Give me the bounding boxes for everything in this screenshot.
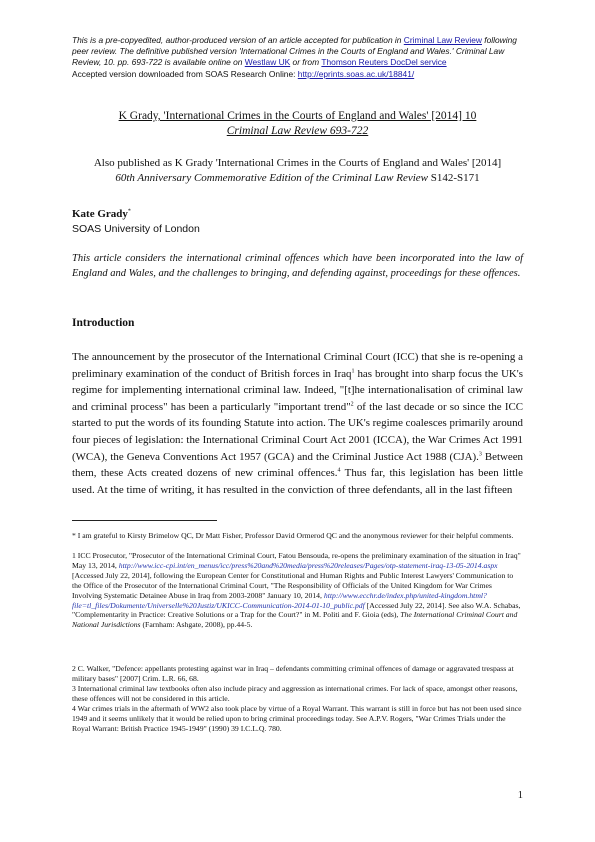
- footnote-ref: 4: [337, 467, 341, 474]
- page-number: 1: [517, 790, 523, 801]
- icc-press-link[interactable]: http://www.icc-cpi.int/en_menus/icc/press%20and%20media/press%20releases/Pages/otp-statement-iraq-13-05-2014.aspx: [118, 560, 498, 570]
- notice-text: This is a pre-copyedited, author-produced version of an article accepted for publication in: [72, 35, 404, 45]
- ecchr-link[interactable]: http://www.ecchr.de/index.php/united-kingdom.html?file=tl_files/Dokumente/Universelle%20Justiz/UKICC-Communication-2014-01-10_public.pdf: [72, 590, 487, 610]
- notice-text: , 10. pp. 693-722 is available online on: [99, 57, 245, 68]
- notice-journal: Criminal Law Review: [72, 46, 505, 68]
- footnote-2: 2 C. Walker, "Defence: appellants protesting against war in Iraq – defendants committing criminal offences of damage or aggravated trespass at military bases" [2007] Crim. L.R. 66, 68.: [72, 664, 514, 683]
- footnote-ref: 2: [350, 401, 354, 408]
- also-published-note: [72, 156, 523, 186]
- body-paragraph: The announcement by the prosecutor of the International Criminal Court (ICC) that she is re-opening a preliminary examination of the conduct of British forces in Iraq$^1$ has brought into sharp focus the UK's regime for implementing international criminal law. Indeed, "[t]he internationalisation of criminal law and criminal process" has been a particularly "important trend"$^2$ of the last decade or so since the ICC started to put the words of its founding Statute into action. The UK's regime coalesces primarily around four pieces of legislation: the International Criminal Court Act 2001 (ICCA), the War Crimes Act 1991 (WCA), the Geneva Conventions Act 1957 (GCA) and the Criminal Justice Act 1988 (CJA).$^3$ Between them, these Acts created dozens of new criminal offences.$^4$ Thus far, this legislation has been little used. At the time of writing, it has resulted in the conviction of three defendants, all in the last fifteen: [72, 351, 523, 496]
- footnote-star: * I am grateful to Kirsty Brimelow QC, Dr Matt Fisher, Professor David Ormerod QC and the anonymous reviewer for their helpful comments.: [72, 531, 514, 540]
- notice-text: following peer review. The definitive published version 'International Crimes in the Courts of England and Wales.': [72, 35, 517, 57]
- footnote-4: 4 War crimes trials in the aftermath of WW2 also took place by virtue of a Royal Warrant. This warrant is still in force but has not been used since 1949 and it seems unlikely that it would be relied upon to bring criminal proceedings today. See A.P.V. Rogers, "War Crimes Trials under the Royal Warrant: British Practice 1945-1949" (1990) 39 I.C.L.Q. 780.: [72, 704, 522, 733]
- author-affiliation: SOAS University of London: [72, 223, 200, 235]
- download-label: Accepted version downloaded from SOAS Research Online:: [72, 68, 298, 79]
- thomson-reuters-link[interactable]: Thomson Reuters DocDel service: [321, 57, 447, 68]
- article-title: [72, 109, 523, 139]
- notice-text: or from: [290, 57, 322, 68]
- footnote-3: 3 International criminal law textbooks often also include piracy and aggression as international crimes. For lack of space, amongst other reasons, these offences will not be considered in this article.: [72, 684, 518, 703]
- eprints-link[interactable]: http://eprints.soas.ac.uk/18841/: [297, 68, 415, 79]
- title-line-2: Criminal Law Review 693-722: [226, 125, 369, 137]
- criminal-law-review-link[interactable]: Criminal Law Review: [403, 35, 482, 45]
- westlaw-link[interactable]: Westlaw UK: [244, 57, 291, 68]
- footnote-ref: 3: [478, 450, 482, 457]
- footnote-separator: [72, 520, 217, 521]
- footnote-1: 1 ICC Prosecutor, "Prosecutor of the International Criminal Court, Fatou Bensouda, re-opens the preliminary examination of the situation in Iraq" May 13, 2014, http://www.icc-cpi.int/en_menus/icc/press%20and%20media/press%20releases/Pages/otp-statement-iraq-13-05-2014.aspx [Accessed July 22, 2014], following the European Center for Constitutional and Human Rights and Public Interest Lawyers' Communication to the Office of the Prosecutor of the International Criminal Court, "The Responsibility of Officials of the United Kingdom for War Crimes Involving Systematic Detainee Abuse in Iraq from 2003-2008" January 10, 2014, http://www.ecchr.de/index.php/united-kingdom.html?file=tl_files/Dokumente/Universelle%20Justiz/UKICC-Communication-2014-01-10_public.pdf [Accessed July 22, 2014]. See also W.A. Schabas, "Complementarity in Practice: Creative Solutions or a Trap for the Court?" in M. Politi and F. Gioia (eds), The International Criminal Court and National Jurisdictions (Farnham: Ashgate, 2008), pp.44-5.: [72, 551, 521, 630]
- also-line-2: 60th Anniversary Commemorative Edition of the Criminal Law Review: [115, 172, 428, 184]
- section-heading: Introduction: [72, 317, 135, 329]
- author-footnote-mark: *: [127, 208, 131, 215]
- abstract: This article considers the international criminal offences which have been incorporated into the law of England and Wales, and the challenges to bringing, and defending against, proceedings for these offences.: [72, 253, 523, 280]
- footnote-ref: 1: [351, 367, 355, 374]
- also-pages: S142-S171: [428, 172, 480, 184]
- publication-notice: [72, 35, 527, 80]
- author-name: Kate Grady*: [72, 208, 131, 220]
- also-line-1: Also published as K Grady 'International Crimes in the Courts of England and Wales' [2014]: [93, 157, 502, 169]
- title-line-1: K Grady, 'International Crimes in the Courts of England and Wales' [2014] 10: [118, 110, 477, 122]
